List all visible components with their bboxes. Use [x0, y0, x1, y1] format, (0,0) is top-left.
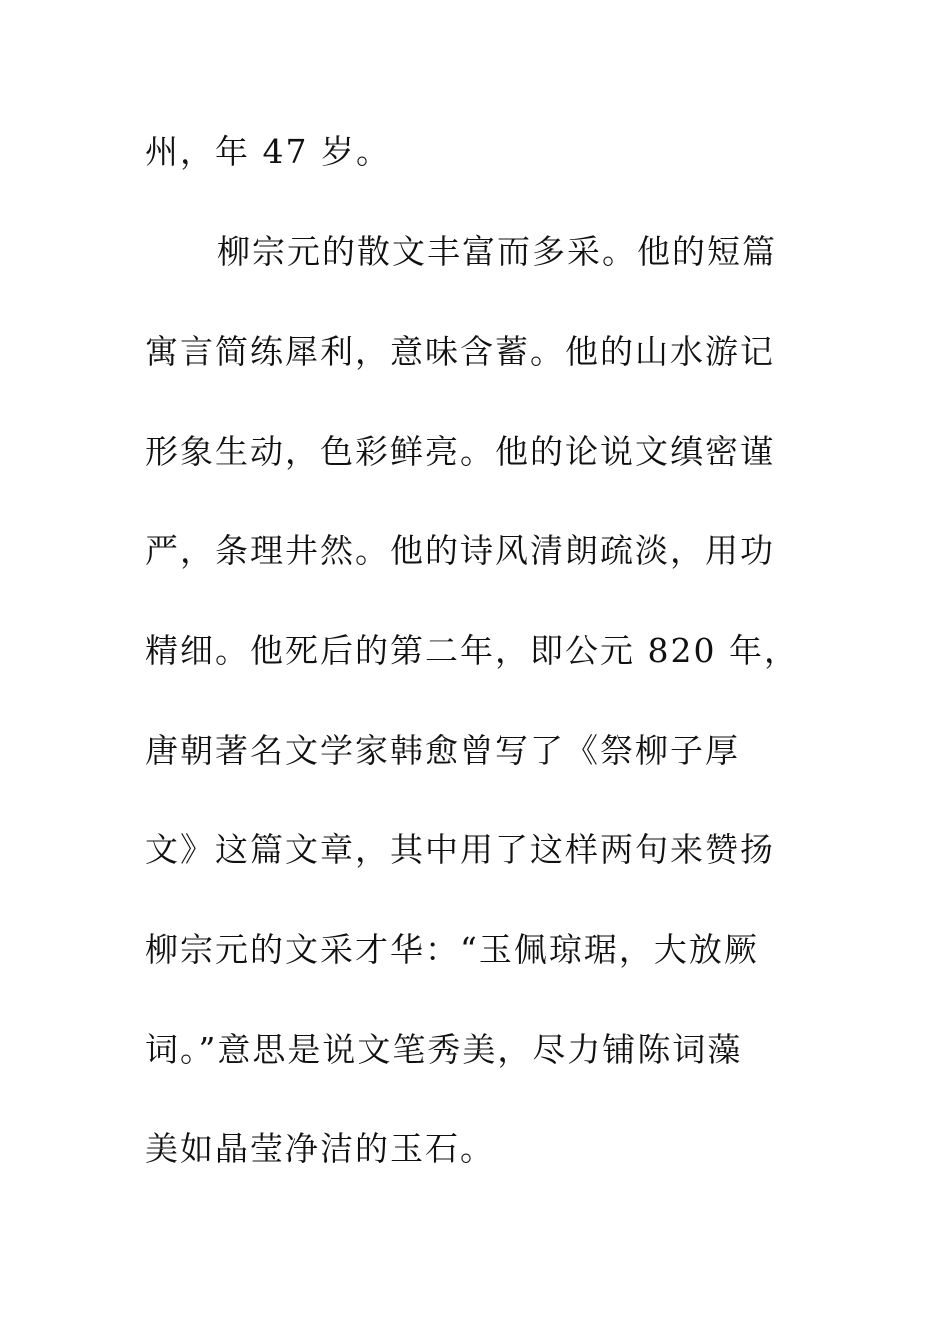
text-line-11: 美如晶莹净洁的玉石。 [145, 1129, 495, 1168]
text-line-7: 唐朝著名文学家韩愈曾写了《祭柳子厚 [145, 731, 740, 770]
text-line-4: 形象生动，色彩鲜亮。他的论说文缜密谨 [145, 432, 775, 471]
text-line-2: 柳宗元的散文丰富而多采。他的短篇 [217, 232, 777, 271]
text-line-6: 精细。他死后的第二年，即公元 820 年， [145, 631, 799, 670]
text-line-5: 严，条理井然。他的诗风清朗疏淡，用功 [145, 531, 775, 570]
text-line-8: 文》这篇文章，其中用了这样两句来赞扬 [145, 830, 775, 869]
text-line-1: 州，年 47 岁。 [145, 132, 391, 171]
text-line-3: 寓言简练犀利，意味含蓄。他的山水游记 [145, 332, 775, 371]
text-line-10: 词。”意思是说文笔秀美，尽力铺陈词藻 [145, 1030, 743, 1069]
text-line-9: 柳宗元的文采才华：“玉佩琼琚，大放厥 [145, 930, 759, 969]
